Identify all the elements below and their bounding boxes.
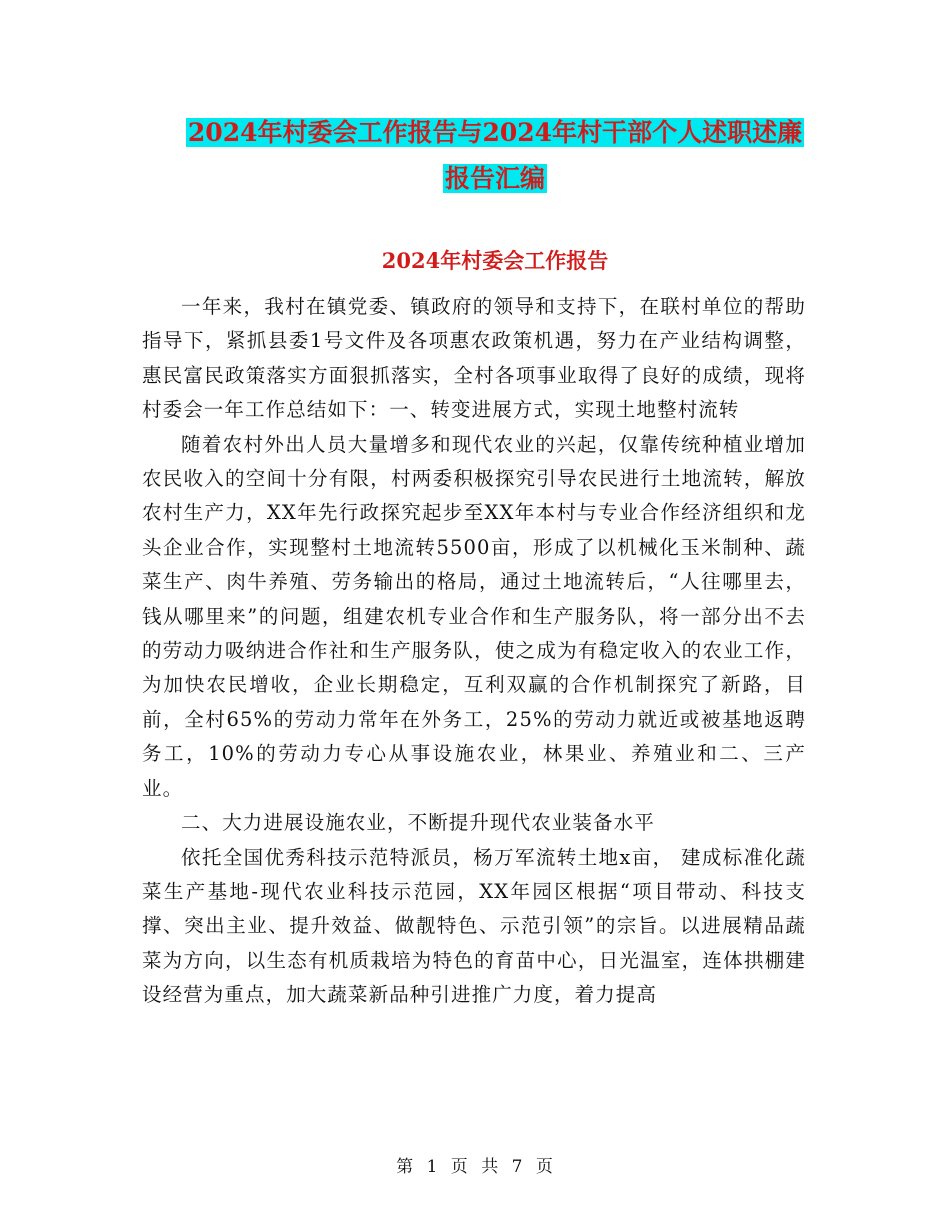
paragraph: 二、大力进展设施农业，不断提升现代农业装备水平 (181, 811, 655, 835)
body-text (142, 290, 806, 1013)
total-label: 共 (481, 1157, 500, 1177)
page-number: 1 (426, 1157, 439, 1177)
document-title-line-2: 报告汇编 (444, 164, 545, 193)
page-label: 第 (396, 1157, 415, 1177)
page-unit: 页 (450, 1157, 469, 1177)
document-title-line-1: 2024年村委会工作报告与2024年村干部个人述职述廉 (187, 118, 803, 147)
paragraph: 随着农村外出人员大量增多和现代农业的兴起，仅靠传统种植业增加农民收入的空间十分有限，村两委积极探究引导农民进行土地流转，解放农村生产力，XX年先行政探究起步至XX年本村与专业合作经济组织和龙头企业合作，实现整村土地流转5500亩，形成了以机械化玉米制种、蔬菜生产、肉牛养殖、劳务输出的格局，通过土地流转后，“人往哪里去，钱从哪里来”的问题，组建农机专业合作和生产服务队，将一部分出不去的劳动力吸纳进合作社和生产服务队，使之成为有稳定收入的农业工作，为加快农民增收，企业长期稳定，互利双赢的合作机制探究了新路，目前，全村65%的劳动力常年在外务工，25%的劳动力就近或被基地返聘务工，10%的劳动力专心从事设施农业，林果业、养殖业和二、三产业。 (142, 432, 806, 800)
section-title: 2024年村委会工作报告 (381, 248, 609, 273)
page-footer (0, 1152, 950, 1177)
paragraph: 一年来，我村在镇党委、镇政府的领导和支持下，在联村单位的帮助指导下，紧抓县委1号文件及各项惠农政策机遇，努力在产业结构调整，惠民富民政策落实方面狠抓落实，全村各项事业取得了良好的成绩，现将村委会一年工作总结如下：一、转变进展方式，实现土地整村流转 (142, 295, 806, 422)
paragraph: 依托全国优秀科技示范特派员，杨万军流转土地x亩， 建成标准化蔬菜生产基地-现代农业科技示范园，XX年园区根据“项目带动、科技支撑、突出主业、提升效益、做靓特色、示范引领”的宗旨。以进展精品蔬菜为方向，以生态有机质栽培为特色的育苗中心，日光温室，连体拱棚建设经营为重点，加大蔬菜新品种引进推广力度，着力提高 (142, 845, 806, 1007)
document-title (140, 110, 850, 202)
total-unit: 页 (535, 1157, 554, 1177)
total-pages: 7 (511, 1157, 524, 1177)
